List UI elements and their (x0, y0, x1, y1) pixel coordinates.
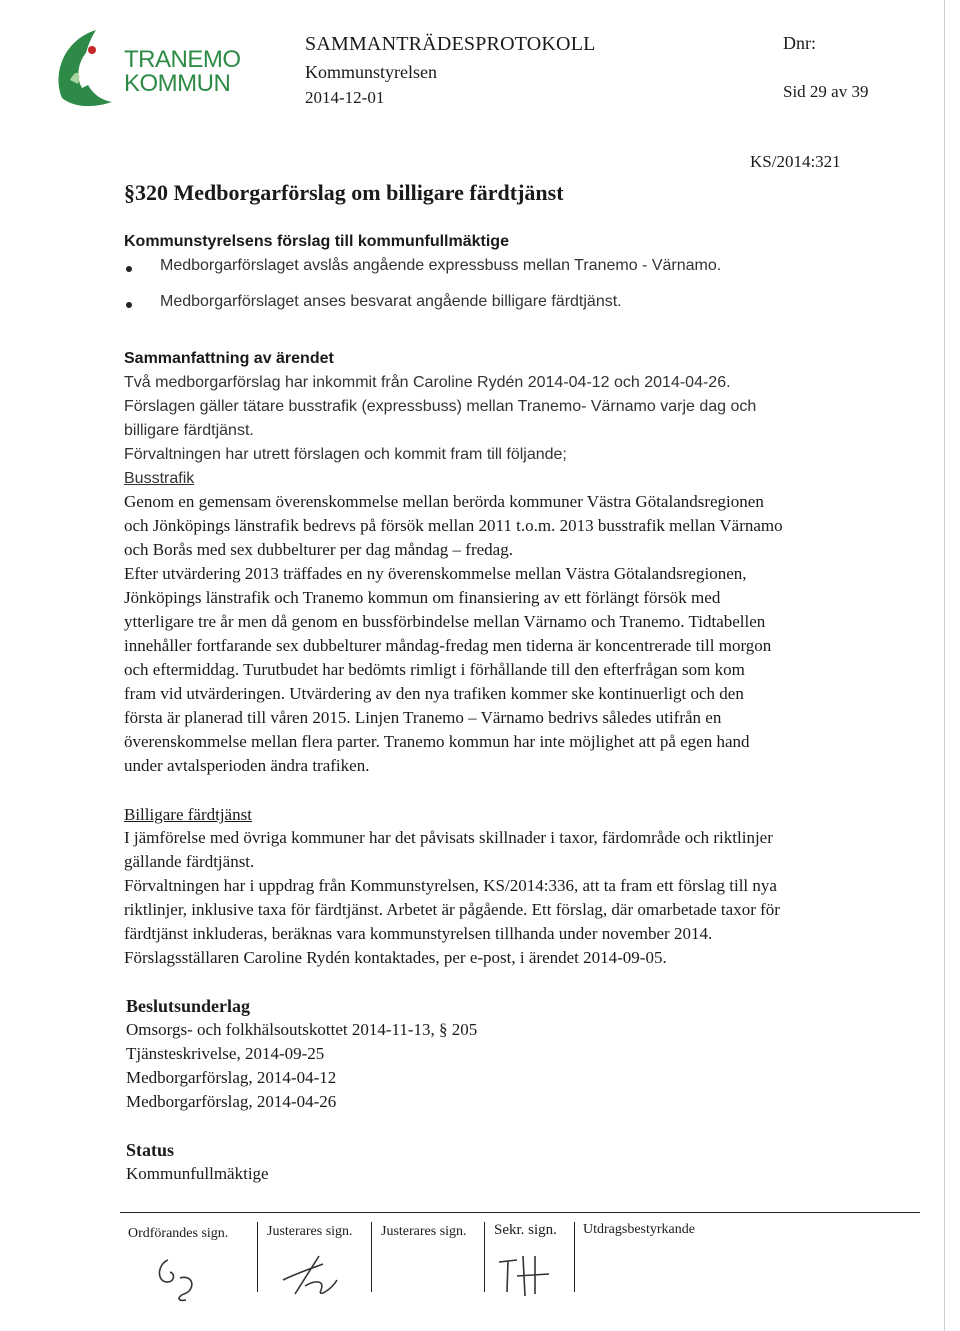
secretary-initials-signature (495, 1250, 555, 1300)
basis-item: Medborgarförslag, 2014-04-26 (126, 1092, 337, 1111)
bus-line: och eftermiddag. Turutbudet har bedömts rimligt i förhållande till den efterfrågan som kom (124, 660, 745, 679)
sig-separator (574, 1222, 575, 1292)
summary-title: Sammanfattning av ärendet (124, 350, 334, 367)
fare-line: I jämförelse med övriga kommuner har det påvisats skillnader i taxor, färdområde och riktlinjer (124, 828, 773, 847)
proposal-title: Kommunstyrelsens förslag till kommunfullmäktige (124, 233, 509, 250)
status-value: Kommunfullmäktige (126, 1164, 269, 1183)
committee-name: Kommunstyrelsen (305, 62, 437, 82)
bus-line: fram vid utvärderingen. Utvärdering av den nya trafiken kommer ske kontinuerligt och den (124, 684, 744, 703)
summary-line: Två medborgarförslag har inkommit från Caroline Rydén 2014-04-12 och 2014-04-26. (124, 374, 731, 391)
page-number: Sid 29 av 39 (783, 82, 869, 101)
basis-item: Medborgarförslag, 2014-04-12 (126, 1068, 337, 1087)
sig-label-adjuster-2: Justerares sign. (381, 1224, 467, 1239)
fare-subtitle: Billigare färdtjänst (124, 805, 252, 824)
sig-label-extract: Utdragsbestyrkande (583, 1222, 695, 1237)
sig-label-secretary: Sekr. sign. (494, 1222, 557, 1238)
fare-line: färdtjänst inkluderas, beräknas vara kommunstyrelsen tillhanda under november 2014. (124, 924, 713, 943)
proposal-item-1: Medborgarförslaget avslås angående expressbuss mellan Tranemo - Värnamo. (160, 257, 722, 274)
proposal-item-2: Medborgarförslaget anses besvarat angående billigare färdtjänst. (160, 293, 622, 310)
bus-line: och Borås med sex dubbelturer per dag måndag – fredag. (124, 540, 513, 559)
bus-line: och Jönköpings länstrafik bedrevs på försök mellan 2011 t.o.m. 2013 busstrafik mellan Värnamo (124, 516, 783, 535)
bus-line: Genom en gemensam överenskommelse mellan berörda kommuner Västra Götalandsregionen (124, 492, 764, 511)
meeting-date: 2014-12-01 (305, 88, 385, 107)
sig-separator (371, 1222, 372, 1292)
bus-line: överenskommelse mellan flera parter. Tranemo kommun har inte möjlighet att på egen hand (124, 732, 750, 751)
summary-line: Förvaltningen har utrett förslagen och kommit fram till följande; (124, 446, 567, 463)
sig-label-chair: Ordförandes sign. (128, 1226, 229, 1241)
basis-title: Beslutsunderlag (126, 996, 251, 1016)
bus-line: Efter utvärdering 2013 träffades en ny överenskommelse mellan Västra Götalandsregionen, (124, 564, 747, 583)
logo-text-line-1: TRANEMO (124, 46, 241, 73)
summary-line: billigare färdtjänst. (124, 422, 254, 439)
basis-item: Tjänsteskrivelse, 2014-09-25 (126, 1044, 325, 1063)
bus-line: innehåller fortfarande sex dubbelturer måndag-fredag men tiderna är koncentrerade till morgon (124, 636, 772, 655)
bullet-icon (126, 302, 132, 308)
logo-text-line-2: KOMMUN (124, 70, 231, 97)
fare-line: Förvaltningen har i uppdrag från Kommunstyrelsen, KS/2014:336, att ta fram ett förslag till nya (124, 876, 777, 895)
section-heading: §320 Medborgarförslag om billigare färdtjänst (124, 180, 564, 205)
tranemo-logo (52, 28, 252, 110)
scan-edge (944, 0, 945, 1331)
swan-emblem-icon (52, 28, 118, 108)
bus-line: under avtalsperioden ändra trafiken. (124, 756, 370, 775)
chair-initials-signature (150, 1250, 210, 1305)
fare-line: riktlinjer, inklusive taxa för färdtjänst. Arbetet är pågående. Ett förslag, där omarbetade taxor för (124, 900, 780, 919)
fare-line: Förslagsställaren Caroline Rydén kontaktades, per e-post, i ärendet 2014-09-05. (124, 948, 667, 967)
adjuster-initials-signature (275, 1250, 345, 1305)
logo-wordmark (124, 48, 241, 96)
fare-line: gällande färdtjänst. (124, 852, 255, 871)
sig-label-adjuster-1: Justerares sign. (267, 1224, 353, 1239)
summary-line: Förslagen gäller tätare busstrafik (expressbuss) mellan Tranemo- Värnamo varje dag och (124, 398, 757, 415)
status-title: Status (126, 1140, 175, 1160)
bullet-icon (126, 266, 132, 272)
sig-separator (257, 1222, 258, 1292)
bus-line: ytterligare tre år men då genom en bussförbindelse mellan Värnamo och Tranemo. Tidtabellen (124, 612, 766, 631)
sig-separator (484, 1222, 485, 1292)
dnr-label: Dnr: (783, 33, 816, 53)
case-number: KS/2014:321 (750, 152, 841, 171)
bus-line: Jönköpings länstrafik och Tranemo kommun om finansiering av ett förlängt försök med (124, 588, 721, 607)
document-type: SAMMANTRÄDESPROTOKOLL (305, 33, 596, 55)
signature-divider (120, 1212, 920, 1213)
basis-item: Omsorgs- och folkhälsoutskottet 2014-11-13, § 205 (126, 1020, 478, 1039)
bus-subtitle: Busstrafik (124, 470, 195, 487)
bus-line: första är planerad till våren 2015. Linjen Tranemo – Värnamo bedrivs således utifrån en (124, 708, 722, 727)
